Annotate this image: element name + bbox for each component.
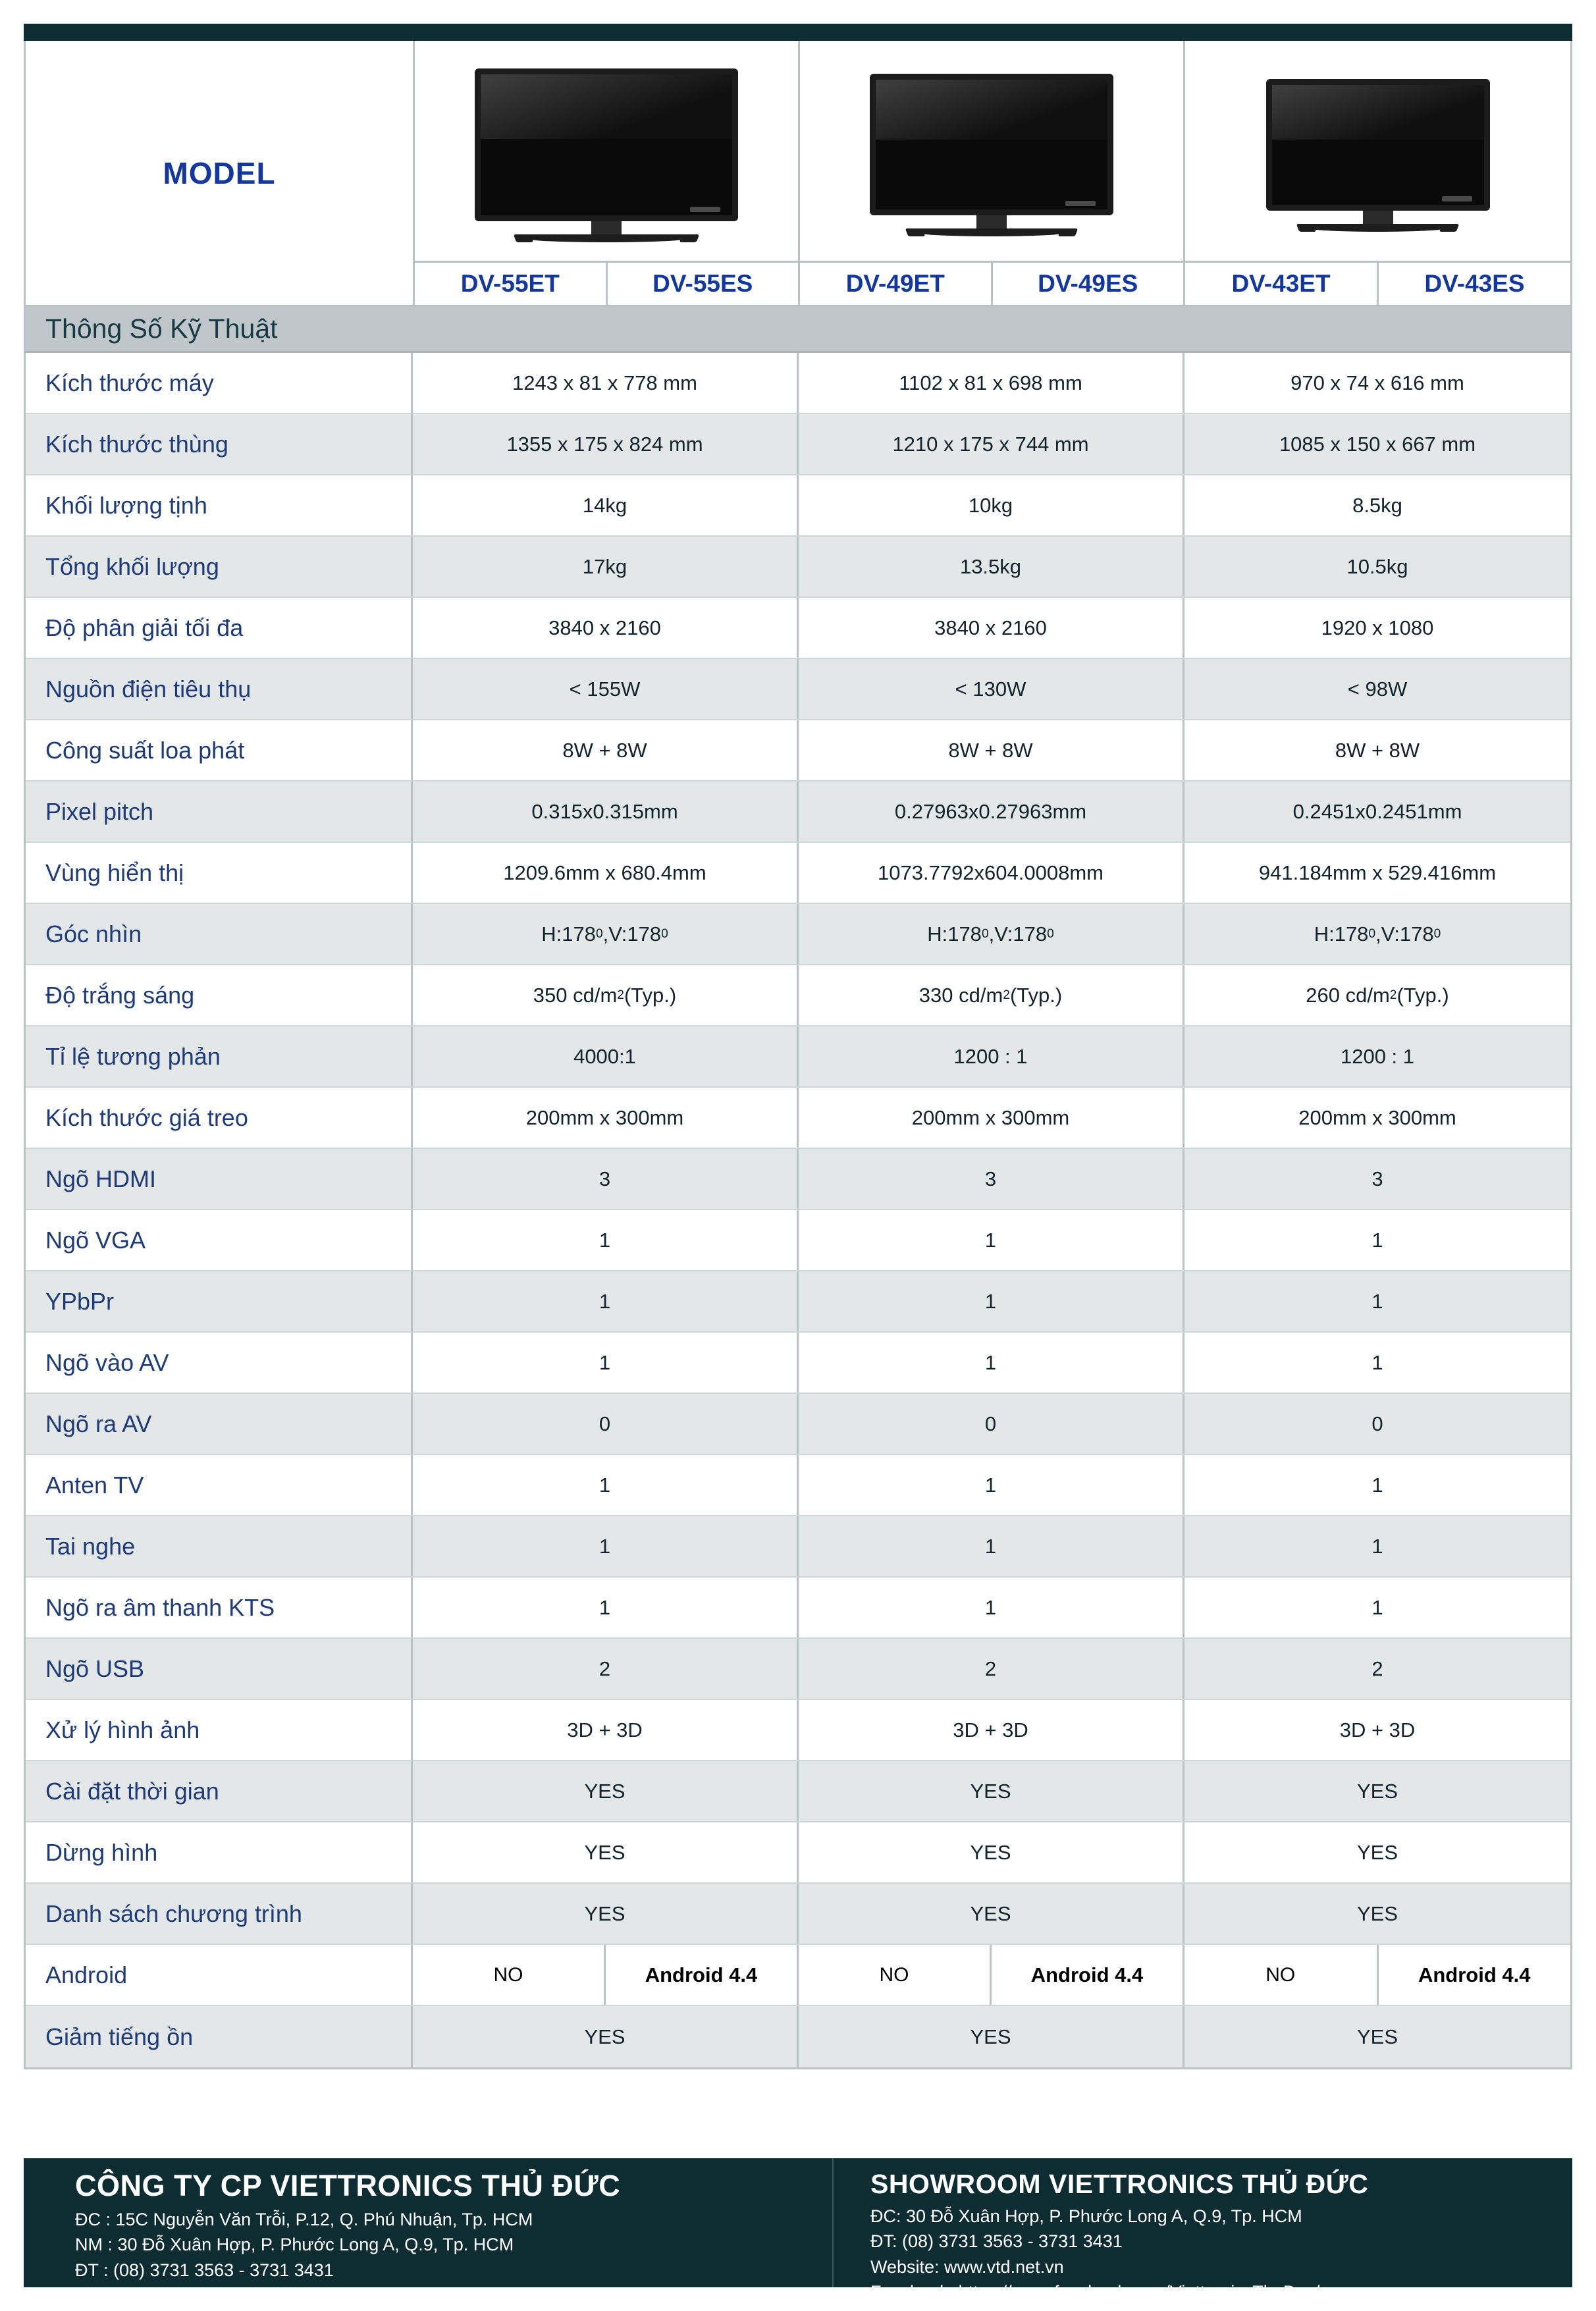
spec-value: 1200 : 1	[799, 1026, 1184, 1086]
spec-label: Độ trắng sáng	[26, 965, 413, 1025]
model-names-43	[1185, 261, 1570, 305]
spec-label: Giảm tiếng ồn	[26, 2006, 413, 2067]
spec-label: Dừng hình	[26, 1822, 413, 1882]
footer-showroom-address: ĐC: 30 Đỗ Xuân Hợp, P. Phước Long A, Q.9, Tp. HCM	[870, 2206, 1302, 2226]
model-name-dv43es: DV-43ES	[1377, 263, 1570, 305]
spec-value: YES	[1184, 1822, 1570, 1882]
spec-values	[413, 1884, 1570, 1944]
table-row	[26, 1210, 1570, 1271]
spec-value: 1	[799, 1333, 1184, 1393]
spec-value: 1	[1184, 1333, 1570, 1393]
spec-value: 0	[413, 1394, 799, 1454]
table-row	[26, 1455, 1570, 1516]
footer-showroom-phone: ĐT: (08) 3731 3563 - 3731 3431	[870, 2231, 1123, 2252]
spec-value: 0	[1184, 1394, 1570, 1454]
table-row	[26, 1945, 1570, 2006]
spec-label: Góc nhìn	[26, 904, 413, 964]
spec-value: 200mm x 300mm	[413, 1088, 799, 1148]
tv-icon	[1266, 79, 1490, 232]
model-name-dv55es: DV-55ES	[606, 263, 799, 305]
spec-values	[413, 2006, 1570, 2067]
spec-values	[413, 1394, 1570, 1454]
spec-value: 10.5kg	[1184, 537, 1570, 597]
footer-company-address-1: ĐC : 15C Nguyễn Văn Trỗi, P.12, Q. Phú Nhuận, Tp. HCM	[75, 2210, 533, 2229]
spec-value: 10kg	[799, 475, 1184, 535]
footer-showroom-website[interactable]: Website: www.vtd.net.vn	[870, 2256, 1064, 2277]
spec-value: 200mm x 300mm	[799, 1088, 1184, 1148]
spec-value: 14kg	[413, 475, 799, 535]
spec-value: 1	[413, 1516, 799, 1576]
spec-value: 330 cd/m 2 (Typ.)	[799, 965, 1184, 1025]
spec-value: < 98W	[1184, 659, 1570, 719]
spec-value: 3	[413, 1149, 799, 1209]
spec-value: 3840 x 2160	[413, 598, 799, 658]
spec-values	[413, 1945, 1570, 2005]
tv-illustration-55	[415, 41, 798, 261]
table-row	[26, 1516, 1570, 1578]
spec-values	[413, 1333, 1570, 1393]
spec-value: 0	[799, 1394, 1184, 1454]
spec-value: NO	[799, 1945, 992, 2005]
footer-showroom-facebook[interactable]: Facebook: https://www.facebook.com/ViettronicsThuDuc/	[870, 2281, 1320, 2302]
table-row	[26, 1088, 1570, 1149]
spec-values	[413, 1210, 1570, 1270]
spec-label: Cài đặt thời gian	[26, 1761, 413, 1821]
table-row	[26, 782, 1570, 843]
spec-value: 1	[799, 1271, 1184, 1331]
table-row	[26, 965, 1570, 1026]
spec-value: 970 x 74 x 616 mm	[1184, 353, 1570, 413]
spec-values	[413, 1455, 1570, 1515]
spec-value: 3	[1184, 1149, 1570, 1209]
spec-value: 1	[1184, 1210, 1570, 1270]
model-name-dv55et: DV-55ET	[460, 269, 560, 297]
table-row	[26, 720, 1570, 782]
spec-values	[413, 782, 1570, 841]
spec-value: YES	[799, 1761, 1184, 1821]
spec-value: 2	[1184, 1639, 1570, 1699]
table-row	[26, 475, 1570, 537]
top-accent-bar	[24, 24, 1572, 41]
model-group-49	[800, 41, 1185, 305]
spec-label: Ngõ HDMI	[26, 1149, 413, 1209]
spec-value: 200mm x 300mm	[1184, 1088, 1570, 1148]
spec-value: YES	[1184, 1761, 1570, 1821]
footer-company-address-2: NM : 30 Đỗ Xuân Hợp, P. Phước Long A, Q.9, Tp. HCM	[75, 2235, 514, 2255]
spec-values	[413, 598, 1570, 658]
spec-value: 1	[413, 1210, 799, 1270]
table-row	[26, 1639, 1570, 1700]
spec-value: 1200 : 1	[1184, 1026, 1570, 1086]
spec-label: Nguồn điện tiêu thụ	[26, 659, 413, 719]
spec-value: 0.2451x0.2451mm	[1184, 782, 1570, 841]
spec-label: Độ phân giải tối đa	[26, 598, 413, 658]
spec-label: Ngõ vào AV	[26, 1333, 413, 1393]
spec-label: Công suất loa phát	[26, 720, 413, 780]
spec-value: H:178 0 ,V:178 0	[413, 904, 799, 964]
spec-values	[413, 475, 1570, 535]
spec-value: 8W + 8W	[1184, 720, 1570, 780]
tv-screen	[475, 68, 738, 221]
table-row	[26, 537, 1570, 598]
model-name-dv49es: DV-49ES	[991, 263, 1184, 305]
spec-value: 1	[1184, 1578, 1570, 1637]
tv-illustration-43	[1185, 41, 1570, 261]
spec-label: Kích thước thùng	[26, 414, 413, 474]
spec-values	[413, 1026, 1570, 1086]
tv-neck	[976, 215, 1007, 228]
model-name-dv43et: DV-43ET	[1231, 269, 1331, 297]
spec-values	[413, 1822, 1570, 1882]
spec-value: YES	[1184, 1884, 1570, 1944]
footer-showroom-block	[834, 2158, 1572, 2302]
spec-value: 8W + 8W	[799, 720, 1184, 780]
spec-table	[24, 353, 1572, 2069]
spec-value-split	[1184, 1945, 1570, 2005]
spec-value: 1355 x 175 x 824 mm	[413, 414, 799, 474]
table-row	[26, 1822, 1570, 1884]
spec-value: 1085 x 150 x 667 mm	[1184, 414, 1570, 474]
spec-value: < 130W	[799, 659, 1184, 719]
spec-value: 1	[799, 1455, 1184, 1515]
spec-value: 1	[1184, 1455, 1570, 1515]
spec-value: 1	[1184, 1271, 1570, 1331]
spec-value: 1	[413, 1271, 799, 1331]
spec-value: YES	[799, 2006, 1184, 2067]
spec-value: 0.315x0.315mm	[413, 782, 799, 841]
spec-value: YES	[1184, 2006, 1570, 2067]
footer-showroom-title: SHOWROOM VIETTRONICS THỦ ĐỨC	[870, 2169, 1369, 2199]
spec-values	[413, 1578, 1570, 1637]
spec-value: H:178 0 ,V:178 0	[799, 904, 1184, 964]
spec-value: 1243 x 81 x 778 mm	[413, 353, 799, 413]
spec-values	[413, 353, 1570, 413]
spec-value-split	[799, 1945, 1184, 2005]
spec-value: 1920 x 1080	[1184, 598, 1570, 658]
table-row	[26, 1700, 1570, 1761]
spec-value: 4000:1	[413, 1026, 799, 1086]
spec-label: Ngõ ra âm thanh KTS	[26, 1578, 413, 1637]
model-label: MODEL	[163, 155, 276, 190]
tv-stand	[524, 234, 689, 242]
spec-value: 2	[413, 1639, 799, 1699]
tv-stand	[1307, 224, 1449, 232]
table-row	[26, 598, 1570, 659]
spec-label: Kích thước máy	[26, 353, 413, 413]
spec-label: Anten TV	[26, 1455, 413, 1515]
spec-values	[413, 414, 1570, 474]
footer-company-web[interactable]: Web : www.vtd.net.vn	[75, 2285, 246, 2305]
tv-icon	[870, 74, 1113, 236]
model-names-49	[800, 261, 1183, 305]
spec-label: Ngõ VGA	[26, 1210, 413, 1270]
tv-illustration-49	[800, 41, 1183, 261]
spec-value: 3D + 3D	[413, 1700, 799, 1760]
tv-icon	[475, 68, 738, 242]
spec-values	[413, 1700, 1570, 1760]
spec-label: Ngõ ra AV	[26, 1394, 413, 1454]
spec-value: 941.184mm x 529.416mm	[1184, 843, 1570, 903]
spec-values	[413, 1149, 1570, 1209]
model-group-43	[1185, 41, 1570, 305]
table-row	[26, 1026, 1570, 1088]
spec-label: Kích thước giá treo	[26, 1088, 413, 1148]
spec-value: 1	[413, 1455, 799, 1515]
spec-label: Tổng khối lượng	[26, 537, 413, 597]
table-row	[26, 1333, 1570, 1394]
footer	[24, 2158, 1572, 2305]
table-row	[26, 1578, 1570, 1639]
tv-screen	[1266, 79, 1490, 211]
tv-neck	[591, 221, 622, 234]
spec-label: Xử lý hình ảnh	[26, 1700, 413, 1760]
footer-company-block	[24, 2158, 834, 2305]
spec-value-split	[413, 1945, 799, 2005]
spec-values	[413, 1516, 1570, 1576]
table-row	[26, 1271, 1570, 1333]
spec-values	[413, 1761, 1570, 1821]
spec-value: YES	[413, 2006, 799, 2067]
table-row	[26, 659, 1570, 720]
spec-values	[413, 843, 1570, 903]
spec-value: Android 4.4	[1030, 1963, 1144, 1986]
spec-value: 3	[799, 1149, 1184, 1209]
model-header	[24, 41, 1572, 307]
tv-neck	[1363, 211, 1393, 224]
model-label-cell	[26, 41, 415, 305]
spec-label: Vùng hiển thị	[26, 843, 413, 903]
spec-value: 1	[799, 1578, 1184, 1637]
spec-value: YES	[413, 1822, 799, 1882]
spec-value: 3D + 3D	[799, 1700, 1184, 1760]
spec-value: Android 4.4	[645, 1963, 758, 1986]
spec-value: 3840 x 2160	[799, 598, 1184, 658]
tv-brand-mark	[1442, 196, 1472, 201]
spec-value: 2	[799, 1639, 1184, 1699]
spec-value: 260 cd/m 2 (Typ.)	[1184, 965, 1570, 1025]
spec-value: 1073.7792x604.0008mm	[799, 843, 1184, 903]
spec-values	[413, 904, 1570, 964]
tv-brand-mark	[690, 207, 720, 212]
spec-label: Tỉ lệ tương phản	[26, 1026, 413, 1086]
spec-value: < 155W	[413, 659, 799, 719]
table-row	[26, 2006, 1570, 2067]
spec-value: 1	[799, 1210, 1184, 1270]
table-row	[26, 1761, 1570, 1822]
table-row	[26, 353, 1570, 414]
spec-value: 3D + 3D	[1184, 1700, 1570, 1760]
spec-values	[413, 659, 1570, 719]
spec-values	[413, 537, 1570, 597]
spec-value: NO	[1184, 1945, 1379, 2005]
spec-value: YES	[799, 1822, 1184, 1882]
spec-label: Ngõ USB	[26, 1639, 413, 1699]
spec-value: 1	[413, 1333, 799, 1393]
spec-label: Khối lượng tịnh	[26, 475, 413, 535]
model-name-dv49et: DV-49ET	[845, 269, 945, 297]
spec-value: Android 4.4	[1418, 1963, 1531, 1986]
spec-values	[413, 965, 1570, 1025]
spec-sheet	[24, 41, 1572, 2069]
footer-company-phone: ĐT : (08) 3731 3563 - 3731 3431	[75, 2260, 334, 2280]
spec-value: 1	[413, 1578, 799, 1637]
spec-value: 0.27963x0.27963mm	[799, 782, 1184, 841]
spec-value: H:178 0 ,V:178 0	[1184, 904, 1570, 964]
table-row	[26, 904, 1570, 965]
spec-values	[413, 1088, 1570, 1148]
spec-value: 350 cd/m 2 (Typ.)	[413, 965, 799, 1025]
spec-values	[413, 1639, 1570, 1699]
spec-value: 13.5kg	[799, 537, 1184, 597]
tv-brand-mark	[1065, 201, 1096, 206]
spec-label: Android	[26, 1945, 413, 2005]
table-row	[26, 414, 1570, 475]
table-row	[26, 1149, 1570, 1210]
table-row	[26, 843, 1570, 904]
spec-label: YPbPr	[26, 1271, 413, 1331]
tv-screen	[870, 74, 1113, 215]
spec-value: YES	[413, 1884, 799, 1944]
model-names-55	[415, 261, 798, 305]
spec-value: YES	[413, 1761, 799, 1821]
spec-value: 1210 x 175 x 744 mm	[799, 414, 1184, 474]
spec-values	[413, 720, 1570, 780]
tv-stand	[916, 228, 1067, 236]
footer-company-name: CÔNG TY CP VIETTRONICS THỦ ĐỨC	[75, 2169, 621, 2202]
section-title: Thông Số Kỹ Thuật	[24, 307, 1572, 353]
spec-values	[413, 1271, 1570, 1331]
table-row	[26, 1884, 1570, 1945]
table-row	[26, 1394, 1570, 1455]
spec-label: Tai nghe	[26, 1516, 413, 1576]
model-group-55	[415, 41, 800, 305]
spec-value: 8W + 8W	[413, 720, 799, 780]
spec-value: YES	[799, 1884, 1184, 1944]
spec-label: Pixel pitch	[26, 782, 413, 841]
spec-label: Danh sách chương trình	[26, 1884, 413, 1944]
spec-value: 1	[1184, 1516, 1570, 1576]
spec-value: 17kg	[413, 537, 799, 597]
spec-value: 1	[799, 1516, 1184, 1576]
spec-value: 8.5kg	[1184, 475, 1570, 535]
spec-value: NO	[413, 1945, 606, 2005]
spec-value: 1209.6mm x 680.4mm	[413, 843, 799, 903]
spec-value: 1102 x 81 x 698 mm	[799, 353, 1184, 413]
